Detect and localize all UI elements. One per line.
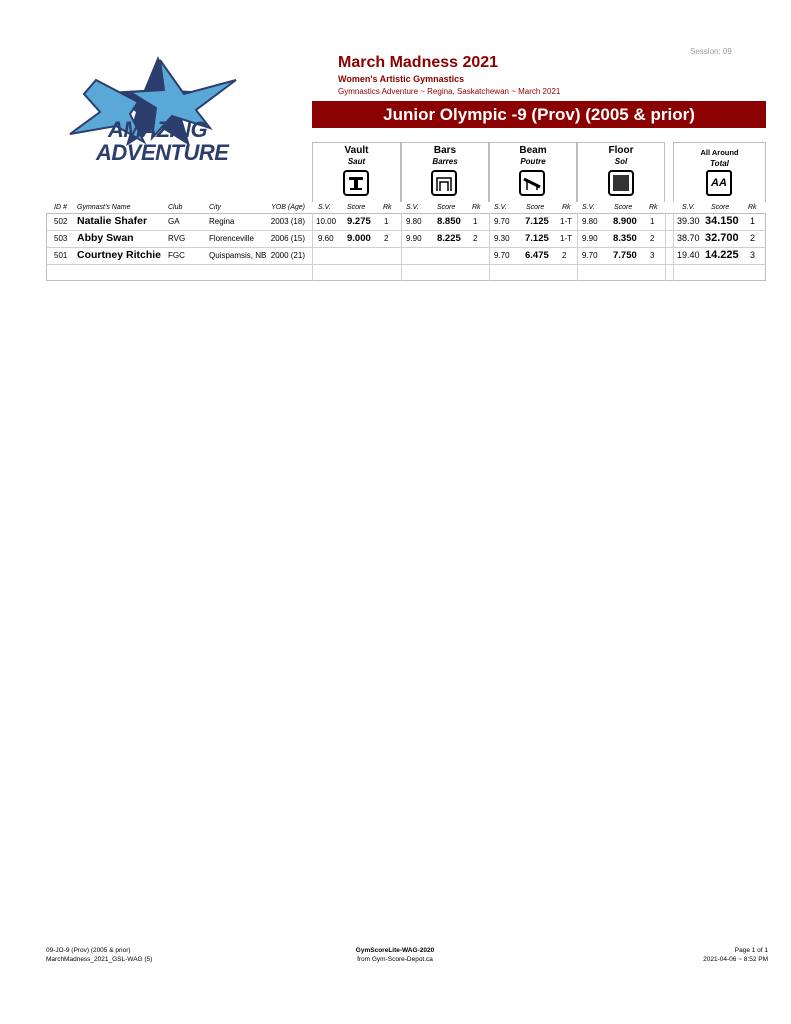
event-sub-floor: Sol — [614, 157, 628, 166]
row2-vault-rk: 2 — [384, 234, 389, 243]
col-yob: YOB (Age) — [271, 204, 305, 211]
logo-word-amazing: AMAZING — [108, 117, 208, 142]
row1-beam-rk: 1-T — [560, 217, 572, 226]
col-divider — [673, 213, 674, 281]
floor-icon — [608, 170, 634, 196]
meet-subtitle: Women's Artistic Gymnastics — [338, 74, 465, 84]
event-name-bars: Bars — [433, 145, 457, 156]
division-banner: Junior Olympic -9 (Prov) (2005 & prior) — [312, 101, 766, 128]
row3-yob: 2000 (21) — [270, 251, 305, 260]
row2-bars-sv: 9.90 — [406, 234, 422, 243]
col-id: ID # — [54, 204, 67, 211]
row3-floor-score: 7.750 — [613, 250, 637, 261]
event-sub-vault: Saut — [347, 157, 366, 166]
row3-city: Quispamsis, NB — [209, 251, 267, 260]
row-divider — [46, 264, 766, 265]
footer-software: GymScoreLite-WAG-2020 — [355, 947, 435, 954]
row1-bars-score: 8.850 — [437, 216, 461, 227]
row2-beam-rk: 1-T — [560, 234, 572, 243]
row2-id: 503 — [54, 234, 68, 243]
event-name-aa: All Around — [700, 148, 739, 157]
row1-floor-sv: 9.80 — [582, 217, 598, 226]
beam-icon — [519, 170, 545, 196]
row1-aa-sv: 39.30 — [677, 216, 700, 226]
row-divider — [46, 230, 766, 231]
row1-bars-rk: 1 — [473, 217, 478, 226]
col-beam-score: Score — [526, 204, 545, 211]
footer-center — [330, 946, 460, 964]
footer-right — [640, 946, 768, 964]
row1-aa-score: 34.150 — [705, 215, 739, 227]
row1-vault-score: 9.275 — [347, 216, 371, 227]
row2-vault-sv: 9.60 — [318, 234, 334, 243]
row2-vault-score: 9.000 — [347, 233, 371, 244]
row1-club: GA — [168, 217, 180, 226]
col-bars-rk: Rk — [472, 204, 481, 211]
col-bars-score: Score — [437, 204, 456, 211]
meet-location: Gymnastics Adventure ~ Regina, Saskatchewan ~ March 2021 — [338, 87, 561, 96]
event-name-vault: Vault — [344, 145, 369, 156]
row1-beam-score: 7.125 — [525, 216, 549, 227]
row3-beam-sv: 9.70 — [494, 251, 510, 260]
col-divider — [312, 213, 313, 281]
event-name-floor: Floor — [608, 145, 634, 156]
row3-floor-sv: 9.70 — [582, 251, 598, 260]
col-divider — [577, 213, 578, 281]
row2-yob: 2006 (15) — [270, 234, 305, 243]
row2-floor-rk: 2 — [650, 234, 655, 243]
event-sub-aa: Total — [710, 159, 729, 168]
row2-aa-rk: 2 — [750, 233, 756, 243]
row3-beam-rk: 2 — [562, 251, 567, 260]
row2-aa-sv: 38.70 — [677, 233, 700, 243]
event-sub-bars: Barres — [432, 157, 458, 166]
col-bars-sv: S.V. — [406, 204, 419, 211]
col-floor-score: Score — [614, 204, 633, 211]
col-club: Club — [168, 204, 183, 211]
col-divider — [489, 213, 490, 281]
footer-left — [46, 946, 152, 964]
col-name: Gymnast's Name — [77, 204, 131, 211]
session-label: Session: 09 — [690, 47, 732, 56]
row3-aa-sv: 19.40 — [677, 250, 700, 260]
col-floor-rk: Rk — [649, 204, 658, 211]
row2-bars-score: 8.225 — [437, 233, 461, 244]
row2-name: Abby Swan — [77, 232, 134, 244]
row1-vault-sv: 10.00 — [316, 217, 337, 226]
col-vault-score: Score — [347, 204, 366, 211]
col-beam-sv: S.V. — [494, 204, 507, 211]
col-floor-sv: S.V. — [582, 204, 595, 211]
row2-club: RVG — [168, 234, 186, 243]
bars-icon — [431, 170, 457, 196]
row2-floor-sv: 9.90 — [582, 234, 598, 243]
row1-floor-rk: 1 — [650, 217, 655, 226]
meet-title: March Madness 2021 — [338, 54, 499, 71]
row2-aa-score: 32.700 — [705, 232, 739, 244]
row1-vault-rk: 1 — [384, 217, 389, 226]
col-vault-rk: Rk — [383, 204, 392, 211]
row1-name: Natalie Shafer — [77, 215, 148, 227]
vault-icon — [343, 170, 369, 196]
row3-beam-score: 6.475 — [525, 250, 549, 261]
footer-timestamp: 2021-04-06 ~ 8:52 PM — [703, 956, 768, 963]
row3-club: FGC — [168, 251, 185, 260]
col-aa-rk: Rk — [748, 204, 757, 211]
row-divider — [46, 247, 766, 248]
row1-yob: 2003 (18) — [270, 217, 305, 226]
footer-file-name: MarchMadness_2021_GSL-WAG (5) — [46, 956, 153, 963]
col-city: City — [209, 204, 222, 211]
row1-aa-rk: 1 — [750, 216, 756, 226]
col-divider — [665, 213, 666, 281]
event-sub-beam: Poutre — [520, 157, 546, 166]
row2-city: Florenceville — [209, 234, 254, 243]
row1-beam-sv: 9.70 — [494, 217, 510, 226]
footer-division-code: 09-JO-9 (Prov) (2005 & prior) — [46, 947, 131, 954]
event-name-beam: Beam — [519, 145, 547, 156]
footer-source: from Gym-Score-Depot.ca — [357, 956, 433, 963]
row3-name: Courtney Ritchie — [77, 249, 162, 261]
footer-page: Page 1 of 1 — [734, 947, 768, 954]
aa-icon: AA — [706, 170, 732, 196]
row2-floor-score: 8.350 — [613, 233, 637, 244]
row1-bars-sv: 9.80 — [406, 217, 422, 226]
row1-city: Regina — [209, 217, 235, 226]
row2-beam-score: 7.125 — [525, 233, 549, 244]
row3-aa-score: 14.225 — [705, 249, 739, 261]
row1-id: 502 — [54, 217, 68, 226]
row1-floor-score: 8.900 — [613, 216, 637, 227]
logo-word-adventure: ADVENTURE — [96, 140, 229, 165]
col-divider — [401, 213, 402, 281]
row2-bars-rk: 2 — [473, 234, 478, 243]
col-aa-score: Score — [711, 204, 730, 211]
col-aa-sv: S.V. — [682, 204, 695, 211]
row3-id: 501 — [54, 251, 68, 260]
row2-beam-sv: 9.30 — [494, 234, 510, 243]
col-vault-sv: S.V. — [318, 204, 331, 211]
col-beam-rk: Rk — [562, 204, 571, 211]
row3-aa-rk: 3 — [750, 250, 756, 260]
row3-floor-rk: 3 — [650, 251, 655, 260]
